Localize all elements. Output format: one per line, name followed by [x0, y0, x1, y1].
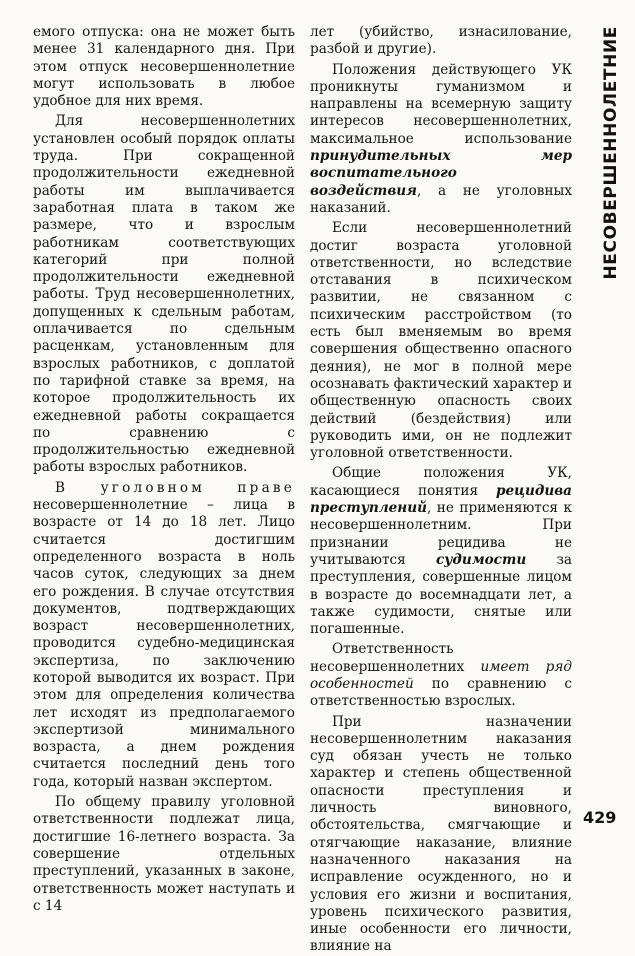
emphasized-text: имеет ряд особенностей: [310, 658, 572, 692]
paragraph-text: по сравнению с ответственностью взрослых.: [310, 675, 572, 710]
paragraph: Если несовершеннолетний достиг возраста уголовной ответственности, но вследствие отставания в психическом развитии, не связанном с психическим расстройством (то есть был вменяемым во время совершения общественно опасного деяния), не мог в полной мере осознавать фактический характер и общественную опасность своих действий (бездействия) или руководить ими, он не подлежит уголовной ответственности.: [310, 220, 572, 462]
paragraph: лет (убийство, изнасилование, разбой и другие).: [310, 24, 572, 58]
paragraph-text: Общие положения УК, касающиеся понятия: [310, 465, 572, 499]
cross-reference-term: рецидива преступлений: [310, 482, 572, 517]
paragraph: При назначении несовершеннолетним наказания суд обязан учесть не только характер и степень общественной опасности преступления и личность виновного, обстоятельства, смягчающие и отягчающие наказание, влияние назначенного наказания на исправление осужденного, но и условия его жизни и воспитания, уровень психического развития, иные особенности его личности, влияние на: [310, 713, 572, 955]
paragraph: емого отпуска: она не может быть менее 31 календарного дня. При этом отпуск несовершеннолетние могут использовать в любое удобное для них время.: [33, 24, 295, 110]
paragraph: [310, 641, 572, 710]
paragraph-text: , а не уголовных наказаний.: [310, 182, 572, 216]
left-column: [33, 24, 295, 915]
paragraph-text: Положения действующего УК проникнуты гуманизмом и направлены на всемерную защиту интересов несовершеннолетних, максимальное использование: [310, 61, 572, 147]
paragraph: [310, 465, 572, 638]
paragraph: Для несовершеннолетних установлен особый порядок оплаты труда. При сокращенной продолжительности ежедневной работы им выплачивается заработная плата в таком же размере, что и взрослым работникам соответствующих категорий при полной продолжительности ежедневной работы. Труд несовершеннолетних, допущенных к сдельным работам, оплачивается по сдельным расценкам, установленным для взрослых работников, с доплатой по тарифной ставке за время, на которое продолжительность их ежедневной работы сокращается по сравнению с продолжительностью ежедневной работы взрослых работников.: [33, 113, 295, 476]
right-column: [310, 24, 572, 956]
paragraph-text: , не применяются к несовершеннолетним. При признании рецидива не учитываются: [310, 500, 572, 568]
paragraph-text: Ответственность несовершеннолетних: [310, 641, 481, 675]
page-number: 429: [583, 808, 617, 827]
spaced-lead-phrase: В уголовном праве: [55, 479, 295, 496]
cross-reference-term: судимости: [435, 551, 527, 568]
paragraph: [33, 480, 295, 791]
paragraph: По общему правилу уголовной ответственности подлежат лица, достигшие 16-летнего возраста. За совершение отдельных преступлений, указанных в законе, ответственность может наступать и с 14: [33, 794, 295, 914]
section-side-label: [593, 28, 629, 278]
paragraph: [310, 62, 572, 218]
cross-reference-term: принудительных мер воспитательного воздействия: [310, 148, 572, 199]
paragraph-text: за преступления, совершенные лицом в возрасте до восемнадцати лет, а также судимости, снятые или погашенные.: [310, 551, 573, 638]
paragraph-text: несовершеннолетние – лица в возрасте от 14 до 18 лет. Лицо считается достигшим определенного возраста в ноль часов суток, следующих за днем его рождения. В случае отсутствия документов, подтверждающих возраст несовершеннолетних, проводится судебно-медицинская экспертиза, по заключению которой выводится их возраст. При этом для определения количества лет исходят из предполагаемого экспертизой минимального возраста, а днем рождения считается последний день того года, который назван экспертом.: [33, 497, 295, 790]
section-side-label-text: НЕСОВЕРШЕННОЛЕТНИЕ: [601, 26, 621, 280]
